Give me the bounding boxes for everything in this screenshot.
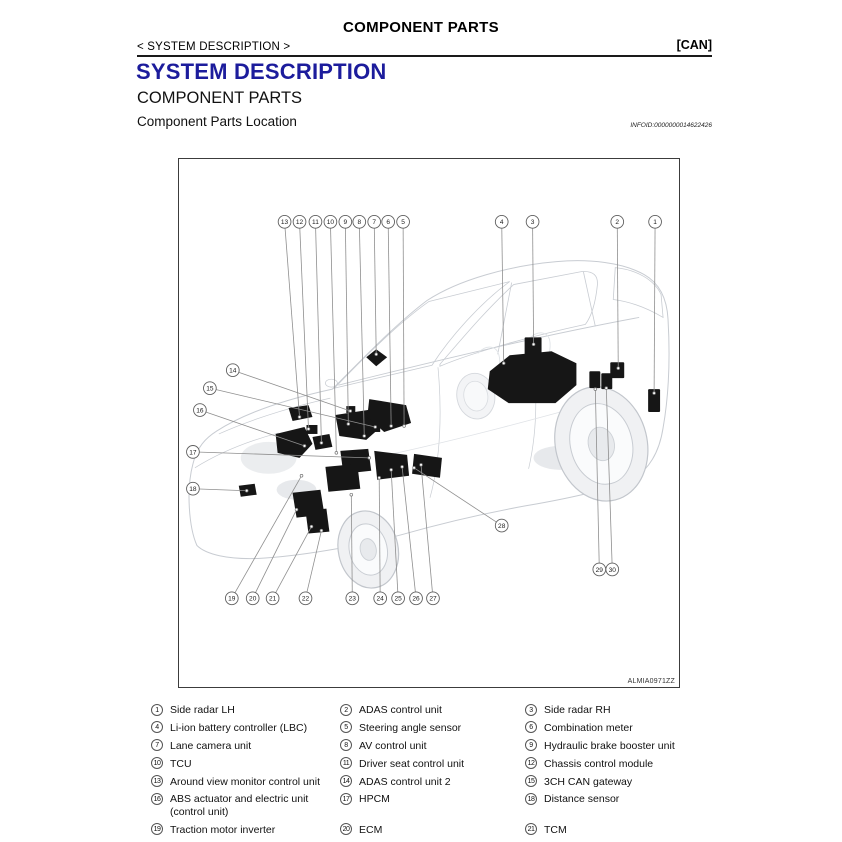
svg-text:3: 3 xyxy=(530,219,535,227)
legend-number: 10 xyxy=(151,757,163,769)
legend-label: AV control unit xyxy=(359,739,427,752)
legend-number: 4 xyxy=(151,721,163,733)
callout-5 xyxy=(397,215,410,427)
legend-number: 6 xyxy=(525,721,537,733)
svg-text:15: 15 xyxy=(206,385,214,393)
svg-text:21: 21 xyxy=(268,595,277,603)
legend-label: 3CH CAN gateway xyxy=(544,775,633,788)
main-title: SYSTEM DESCRIPTION xyxy=(136,59,387,84)
legend-number: 12 xyxy=(525,757,537,769)
legend-item-8 xyxy=(340,737,525,755)
svg-text:22: 22 xyxy=(301,595,310,603)
svg-text:30: 30 xyxy=(608,566,616,574)
component-box xyxy=(525,337,542,358)
svg-text:19: 19 xyxy=(228,595,236,603)
legend-item-2 xyxy=(340,701,525,719)
sub-title: COMPONENT PARTS xyxy=(137,89,303,107)
callout-19 xyxy=(225,474,302,604)
legend-item-11 xyxy=(340,755,525,773)
callout-4 xyxy=(495,215,508,364)
component-box xyxy=(305,509,329,534)
svg-text:25: 25 xyxy=(394,595,402,603)
legend-number: 2 xyxy=(340,704,352,716)
legend-item-3 xyxy=(525,701,713,719)
ghost-car-illustration xyxy=(189,261,669,594)
legend-number: 17 xyxy=(340,793,352,805)
legend-item-9 xyxy=(525,737,713,755)
legend-number: 20 xyxy=(340,823,352,835)
svg-text:16: 16 xyxy=(196,407,204,415)
legend-number: 18 xyxy=(525,793,537,805)
page-title: COMPONENT PARTS xyxy=(343,19,499,36)
component-box xyxy=(610,362,624,378)
legend-number: 11 xyxy=(340,757,352,769)
legend-number: 5 xyxy=(340,721,352,733)
callout-9 xyxy=(339,215,352,425)
callout-20 xyxy=(246,508,298,604)
legend-number: 9 xyxy=(525,739,537,751)
callout-2 xyxy=(611,215,624,369)
legend-item-20 xyxy=(340,821,525,839)
legend-item-19 xyxy=(151,821,340,839)
svg-text:2: 2 xyxy=(615,219,620,227)
callout-1 xyxy=(649,215,662,394)
svg-text:28: 28 xyxy=(498,522,506,530)
front-wheel xyxy=(331,505,406,593)
svg-text:26: 26 xyxy=(412,595,420,603)
legend-item-13 xyxy=(151,773,340,791)
legend-number: 7 xyxy=(151,739,163,751)
legend-label: Side radar RH xyxy=(544,704,611,716)
svg-text:11: 11 xyxy=(312,219,319,227)
component-box xyxy=(412,454,442,478)
svg-text:6: 6 xyxy=(386,219,390,227)
vehicle-diagram xyxy=(179,159,679,687)
legend-item-12 xyxy=(525,755,713,773)
callout-15 xyxy=(204,382,377,429)
callout-13 xyxy=(278,215,301,418)
legend-label: Hydraulic brake booster unit xyxy=(544,739,675,752)
legend-label: ADAS control unit 2 xyxy=(359,775,451,788)
svg-text:13: 13 xyxy=(280,219,289,227)
svg-text:14: 14 xyxy=(229,367,237,375)
legend-item-1 xyxy=(151,701,340,719)
legend-number: 1 xyxy=(151,704,163,716)
legend-item-6 xyxy=(525,719,713,737)
infoid-label: INFOID:0000000014622426 xyxy=(630,122,712,129)
legend-label: Chassis control module xyxy=(544,757,654,770)
legend-number: 3 xyxy=(525,704,537,716)
topic-title: Component Parts Location xyxy=(137,114,297,129)
legend-item-21 xyxy=(525,821,713,839)
svg-text:29: 29 xyxy=(595,566,603,574)
battery-pack-unit xyxy=(488,351,577,403)
callout-10 xyxy=(324,215,338,454)
legend-item-16 xyxy=(151,790,340,820)
legend-number: 16 xyxy=(151,793,163,805)
svg-text:5: 5 xyxy=(401,219,405,227)
legend-label: TCM xyxy=(544,823,567,836)
callout-18 xyxy=(187,482,249,495)
breadcrumb[interactable]: < SYSTEM DESCRIPTION > xyxy=(137,41,291,53)
svg-text:18: 18 xyxy=(189,486,197,494)
legend-label: Around view monitor control unit xyxy=(170,775,320,788)
legend-label: Lane camera unit xyxy=(170,739,252,752)
legend-item-4 xyxy=(151,719,340,737)
component-box xyxy=(325,464,360,492)
legend-item-15 xyxy=(525,773,713,791)
callout-11 xyxy=(309,215,323,444)
svg-text:1: 1 xyxy=(653,219,657,227)
section-tag: [CAN] xyxy=(676,38,712,52)
callout-16 xyxy=(194,404,306,448)
legend-number: 15 xyxy=(525,775,537,787)
svg-text:27: 27 xyxy=(429,595,437,603)
legend-label: Li-ion battery controller (LBC) xyxy=(170,721,308,734)
svg-text:7: 7 xyxy=(372,219,377,227)
component-location-figure xyxy=(178,158,680,688)
svg-text:17: 17 xyxy=(189,449,197,457)
legend-number: 19 xyxy=(151,823,163,835)
legend-item-5 xyxy=(340,719,525,737)
legend-item-14 xyxy=(340,773,525,791)
legend-label: HPCM xyxy=(359,793,390,806)
legend-number: 14 xyxy=(340,775,352,787)
legend-item-17 xyxy=(340,790,525,808)
legend-number: 8 xyxy=(340,739,352,751)
svg-text:23: 23 xyxy=(348,595,356,603)
callout-26 xyxy=(401,465,423,604)
component-legend xyxy=(151,701,713,839)
svg-text:12: 12 xyxy=(295,219,304,227)
svg-text:24: 24 xyxy=(376,595,384,603)
svg-text:4: 4 xyxy=(499,219,504,227)
legend-label: Side radar LH xyxy=(170,704,235,716)
legend-item-18 xyxy=(525,790,713,808)
callout-8 xyxy=(353,215,366,437)
svg-text:9: 9 xyxy=(343,219,348,227)
component-box xyxy=(589,371,600,388)
legend-label: TCU xyxy=(170,757,192,770)
callout-6 xyxy=(382,215,395,427)
legend-number: 13 xyxy=(151,775,163,787)
svg-text:10: 10 xyxy=(326,219,335,227)
svg-text:8: 8 xyxy=(357,219,362,227)
callout-28 xyxy=(413,466,508,532)
svg-text:20: 20 xyxy=(249,595,257,603)
legend-label: Distance sensor xyxy=(544,793,620,806)
legend-label: Combination meter xyxy=(544,721,633,734)
legend-item-7 xyxy=(151,737,340,755)
callout-22 xyxy=(299,529,323,604)
legend-item-10 xyxy=(151,755,340,773)
legend-label: ABS actuator and electric unit (control unit) xyxy=(170,793,309,818)
callout-27 xyxy=(420,463,440,604)
legend-label: Traction motor inverter xyxy=(170,823,276,836)
callout-7 xyxy=(368,215,381,355)
legend-label: ADAS control unit xyxy=(359,704,442,716)
legend-label: Driver seat control unit xyxy=(359,757,465,770)
header-divider xyxy=(137,55,712,57)
legend-number: 21 xyxy=(525,823,537,835)
figure-code: ALMIA0971ZZ xyxy=(627,678,675,685)
legend-label: ECM xyxy=(359,823,383,836)
legend-label: Steering angle sensor xyxy=(359,721,462,734)
